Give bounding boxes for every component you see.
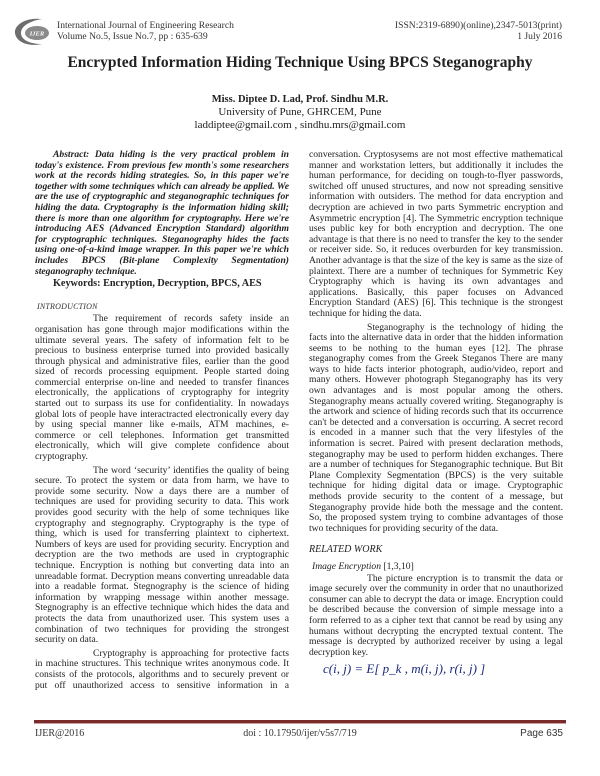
footer-page-number: Page 635 <box>520 728 563 739</box>
subheading-title: Image Encryption <box>312 560 382 572</box>
abstract: Abstract: Data hiding is the very practical problem in today's existence. From previous few month's some researchers work at the records hiding strategies. So, in this paper we're together with some techniques which can already be applied. We are the use of cryptographic and steganographic techniques for hiding the data. Cryptography is the information hiding skill; there is more than one algorithm for cryptography. Here we're introducing AES (Advanced Encryption Standard) algorithm for cryptographic techniques. Steganography hides the facts using one-of-a-kind image wrapper. In this paper we're which includes BPCS (Bit-plane Complexity Segmentation) steganography technique. <box>35 149 289 277</box>
right-column <box>309 150 563 676</box>
author-emails: laddiptee@gmail.com , sindhu.mrs@gmail.com <box>194 119 406 131</box>
journal-issn-block <box>395 20 562 42</box>
image-encryption-subheading <box>312 562 563 573</box>
footer-copyright: IJER@2016 <box>35 728 85 739</box>
footer-doi: doi : 10.17950/ijer/v5s7/719 <box>243 728 357 739</box>
journal-info <box>57 20 234 42</box>
intro-paragraph-2: The word ‘security’ identifies the quality of being secure. To protect the system or data from harm, we have to provide some security. Now a days there are a number of techniques are used for providing security to data. This work provides good security with the help of some techniques like cryptography and stegnography. Cryptography is the type of thing, which is used for transferring plaintext to ciphertext. Numbers of keys are used for providing security. Encryption and decryption are the two methods are used in cryptographic technique. Encryption is nothing but converting data into an unreadable format. Decryption means converting unreadable data into a readable format. Stegnography is the science of hiding information by wrapping message within another message. Stegnography is an effective technique which hides the data and protects the data from unauthorized user. This system uses a combination of two techniques for providing the strongest security on data. <box>35 464 289 646</box>
keywords: Keywords: Encryption, Decryption, BPCS, AES <box>53 278 262 290</box>
subheading-refs: [1,3,10] <box>383 560 414 572</box>
author-block <box>0 93 600 132</box>
author-names: Miss. Diptee D. Lad, Prof. Sindhu M.R. <box>211 94 389 105</box>
issn: ISSN:2319-6890)(online),2347-5013(print) <box>394 20 562 31</box>
intro-paragraph-3: Cryptography is approaching for protective facts in machine structures. This technique writes anonymous code. It consists of the protocols, algorithms and to securely prevent or put off unauthorized access to sensitive information in a <box>35 647 289 691</box>
intro-paragraph-4: Steganography is the technology of hiding the facts into the alternative data in order that the hidden information seems to be nothing to the human eyes [12]. The phrase steganography comes from the Greek Steganos There are many ways to hide facts interior photograph, audio/video, report and many others. However photograph Steganography has its very own advantages and is most popular among the others. Steganography means actually covered writing. Steganography is the artwork and science of hiding records such that its occurrence can't be detected and a conversation is occurring. A secret record is encoded in a manner such that the very lifestyles of the information is secret. Paired with present declaration methods, steganography may be used to perform hidden exchanges. There are a number of techniques for Steganographic technique. But Bit Plane Complexity Segmentation (BPCS) is the very suitable technique for hiding digital data or image. Cryptographic methods provide security to the content of a message, but Steganography provide hide both the message and the content. So, the proposed system trying to combine advantages of those two techniques for providing security of the data. <box>309 321 563 534</box>
related-work-paragraph: The picture encryption is to transmit the data or image securely over the community in order that no unauthorized consumer can able to decrypt the data or image. Encryption could be described because the conversion of simple message into a form referred to as a cipher text that cannot be read by using any humans without decrypting the encrypted textual content. The message is decrypted by authorized receiver by using a legal decryption key. <box>309 572 563 658</box>
publication-date: 1 July 2016 <box>517 31 562 42</box>
journal-volume: Volume No.5, Issue No.7, pp : 635-639 <box>57 31 208 42</box>
related-work-heading: RELATED WORK <box>309 544 383 556</box>
journal-name: International Journal of Engineering Research <box>57 20 234 31</box>
author-affiliation: University of Pune, GHRCEM, Pune <box>218 106 382 118</box>
svg-text:IJER: IJER <box>29 30 45 38</box>
intro-paragraph-3-continued: conversation. Cryptosysems are not most effective mathematical manner and workstation letters, but additionally it includes the human performance, for deciding on tough-to-flyer passwords, switched off unused structures, and now not spreading sensitive information with outsiders. The method for data encryption and decryption are achieved in two parts Symmetric encryption and Asymmetric encryption [4]. The Symmetric encryption technique uses public key for both encryption and decryption. The one advantage is that there is no need to transfer the key to the sender or receiver side. So, it reduces overburden for key transmission. Another advantage is that the size of the key is same as the size of plaintext. There are a number of techniques for Symmetric Key Cryptography which is having its own advantages and applications. Basically, this paper focuses on Advanced Encryption Standard (AES) [6]. This technique is the strongest technique for hiding the data. <box>309 149 563 319</box>
footer-rule <box>34 720 566 724</box>
intro-paragraph-1: The requirement of records safety inside an organisation has gone through major modifications within the ultimate several years. The safety of information felt to be precious to business enterprise turned into provided basically through physical and administrative files, earlier than the good sized of records processing equipment. People started doing commercial enterprise on-line and needed to transfer finances electronically, the applications of cryptography for integrity started out to surpass its use for confidentiality. In nowadays global lots of people have interactracted electronically every day by using special manner like e-mails, ATM machines, e-commerce or cell telephones. Information get transmitted electronically, which will give complete confidence about cryptography. <box>35 313 289 463</box>
left-column <box>35 150 289 691</box>
paper-title: Encrypted Information Hiding Technique Using BPCS Steganography <box>67 54 533 71</box>
introduction-heading: INTRODUCTION <box>37 301 98 311</box>
journal-logo <box>12 16 56 48</box>
encryption-equation: c(i, j) = E[ p_k , m(i, j), r(i, j) ] <box>323 661 486 677</box>
